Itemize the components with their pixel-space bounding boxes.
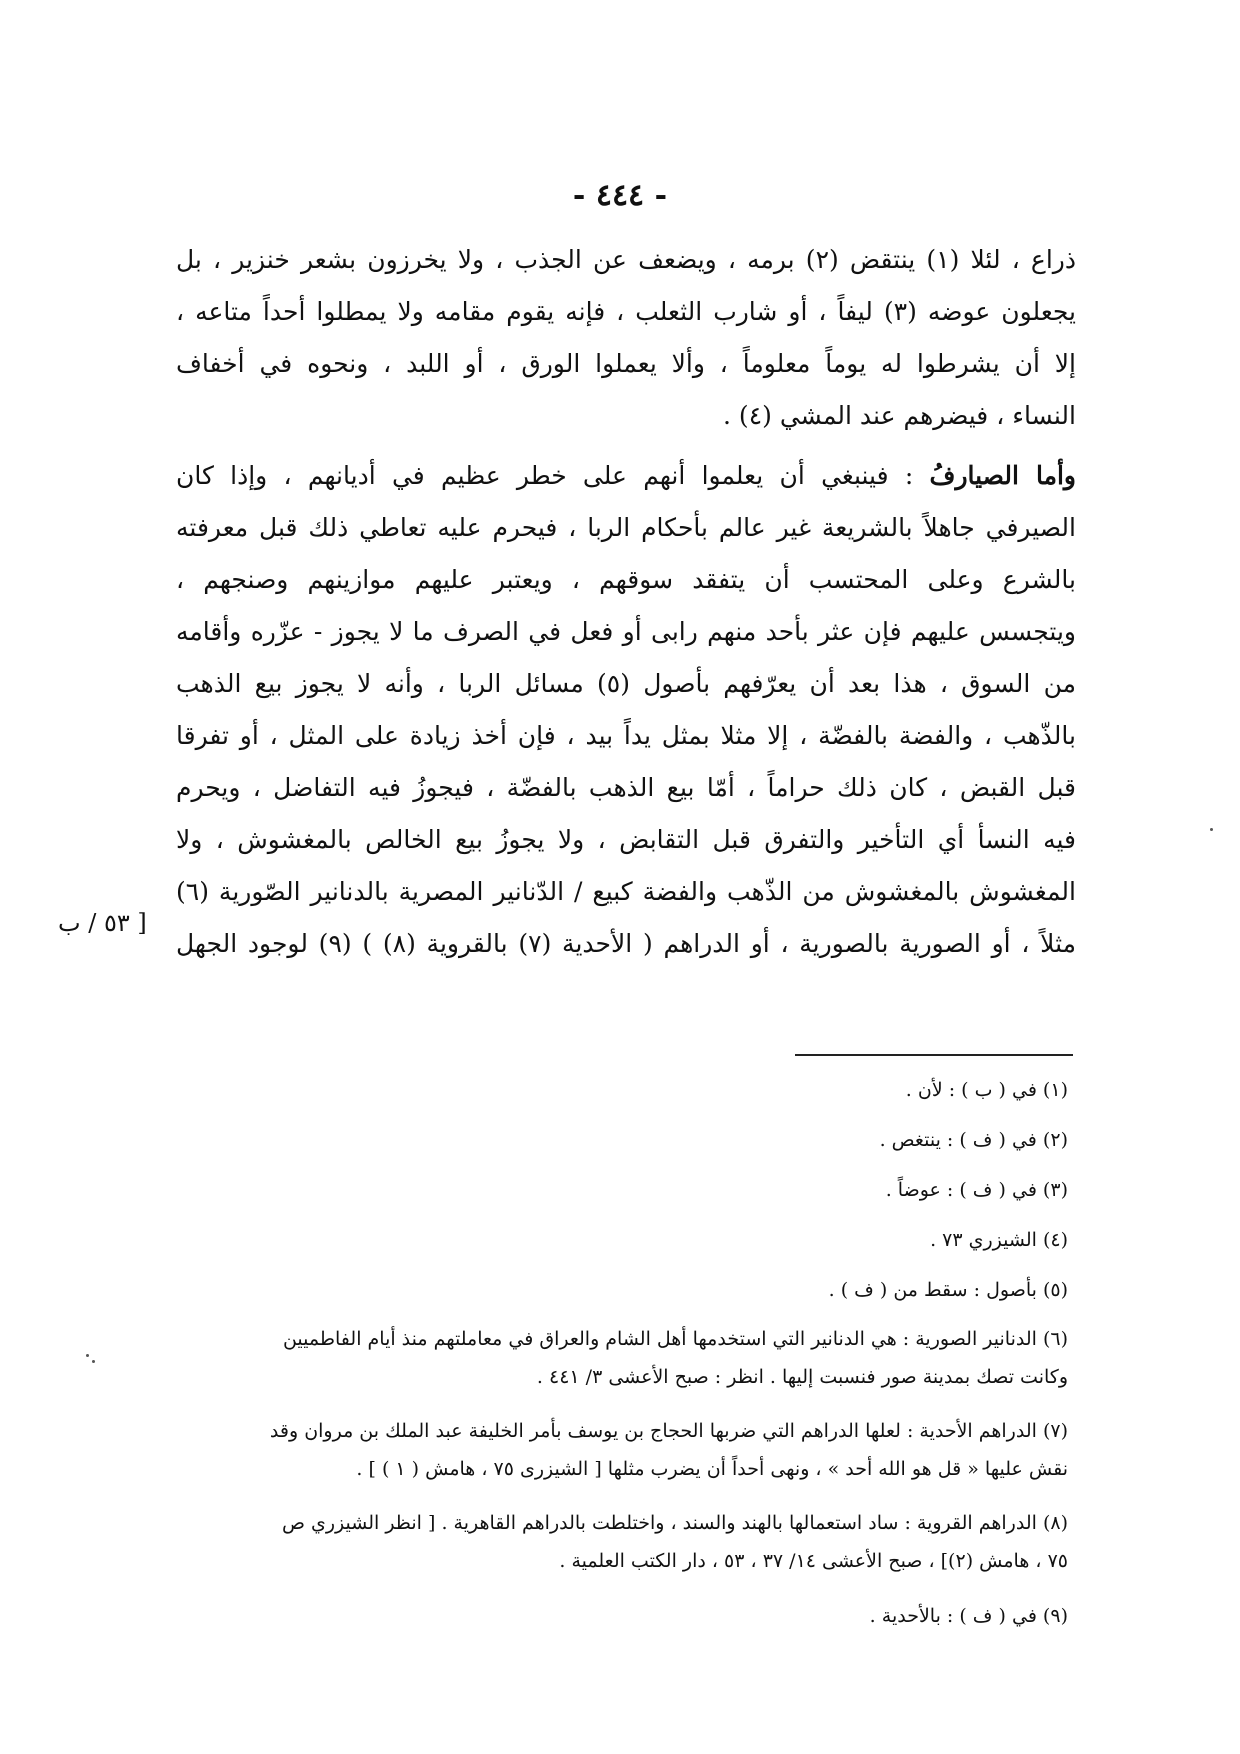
main-text bbox=[176, 234, 1076, 970]
footnote-line: (٣) في ( ف ) : عوضاً . bbox=[885, 1179, 1068, 1201]
text-line: مثلاً ، أو الصورية بالصورية ، أو الدراهم ( الأحدية (٧) بالقروية (٨) ) (٩) لوجود الجهل bbox=[176, 929, 1076, 958]
footnote-line: نقش عليها « قل هو الله أحد » ، ونهى أحداً أن يضرب مثلها [ الشيزرى ٧٥ ، هامش ( ١ ) ] . bbox=[356, 1458, 1068, 1480]
text-line: الصيرفي جاهلاً بالشريعة غير عالم بأحكام الربا ، فيحرم عليه تعاطي ذلك قبل معرفته bbox=[176, 513, 1076, 542]
footnote bbox=[150, 1220, 1068, 1270]
footnote-line: (٥) بأصول : سقط من ( ف ) . bbox=[828, 1279, 1068, 1301]
footnote bbox=[150, 1070, 1068, 1120]
footnotes bbox=[150, 1070, 1068, 1646]
footnote-line: ٧٥ ، هامش (٢)] ، صبح الأعشى ١٤/ ٣٧ ، ٥٣ ، دار الكتب العلمية . bbox=[559, 1550, 1068, 1572]
text-line: بالشرع وعلى المحتسب أن يتفقد سوقهم ، ويعتبر عليهم موازينهم وصنجهم ، bbox=[176, 565, 1076, 594]
footnote bbox=[150, 1120, 1068, 1170]
footnote-line: (٩) في ( ف ) : بالأحدية . bbox=[869, 1605, 1068, 1627]
manuscript-folio-marker: [ ٥٣ / ب bbox=[58, 909, 147, 937]
footnote-line: (٦) الدنانير الصورية : هي الدنانير التي استخدمها أهل الشام والعراق في معاملتهم منذ أيام الفاطميين bbox=[282, 1328, 1068, 1350]
section-heading-sayarif: وأما الصيارفُ bbox=[929, 461, 1076, 490]
text-line: ذراع ، لئلا (١) ينتقض (٢) برمه ، ويضعف عن الجذب ، ولا يخرزون بشعر خنزير ، بل bbox=[176, 245, 1076, 274]
text-line: من السوق ، هذا بعد أن يعرّفهم بأصول (٥) مسائل الربا ، وأنه لا يجوز بيع الذهب bbox=[176, 669, 1076, 698]
text-line: قبل القبض ، كان ذلك حراماً ، أمّا بيع الذهب بالفضّة ، فيجوزُ فيه التفاضل ، ويحرم bbox=[176, 773, 1076, 802]
footnote bbox=[150, 1412, 1068, 1504]
footnote-line: وكانت تصك بمدينة صور فنسبت إليها . انظر : صبح الأعشى ٣/ ٤٤١ . bbox=[536, 1366, 1068, 1388]
footnote bbox=[150, 1270, 1068, 1320]
text-line-rest: : فينبغي أن يعلموا أنهم على خطر عظيم في أديانهم ، وإذا كان bbox=[176, 461, 914, 490]
text-line: المغشوش بالمغشوش من الذّهب والفضة كبيع / الدّنانير المصرية بالدنانير الصّورية (٦) bbox=[176, 877, 1076, 906]
footnote bbox=[150, 1170, 1068, 1220]
text-line: النساء ، فيضرهم عند المشي (٤) . bbox=[723, 401, 1076, 430]
footnote-line: (٤) الشيزري ٧٣ . bbox=[930, 1229, 1068, 1251]
footnote-line: (٧) الدراهم الأحدية : لعلها الدراهم التي ضربها الحجاج بن يوسف بأمر الخليفة عبد الملك بن مروان وقد bbox=[269, 1420, 1068, 1442]
scan-speck bbox=[1210, 828, 1213, 831]
footnote bbox=[150, 1320, 1068, 1412]
footnote-line: (١) في ( ب ) : لأن . bbox=[905, 1079, 1068, 1101]
footnote-line: (٨) الدراهم القروية : ساد استعمالها بالهند والسند ، واختلطت بالدراهم القاهرية . [ انظر الشيزري ص bbox=[281, 1512, 1068, 1534]
text-line: بالذّهب ، والفضة بالفضّة ، إلا مثلا بمثل يداً بيد ، فإن أخذ زيادة على المثل ، أو تفرقا bbox=[176, 721, 1076, 750]
text-line: يجعلون عوضه (٣) ليفاً ، أو شارب الثعلب ، فإنه يقوم مقامه ولا يمطلوا أحداً متاعه ، bbox=[176, 297, 1076, 326]
text-line bbox=[176, 450, 1076, 502]
footnote-line: (٢) في ( ف ) : ينتغص . bbox=[879, 1129, 1068, 1151]
footnote bbox=[150, 1596, 1068, 1646]
text-line: إلا أن يشرطوا له يوماً معلوماً ، وألا يعملوا الورق ، أو اللبد ، ونحوه في أخفاف bbox=[176, 349, 1076, 378]
scan-speck bbox=[92, 1360, 95, 1363]
scan-speck bbox=[86, 1354, 89, 1357]
footnote-separator bbox=[795, 1054, 1073, 1056]
text-line: فيه النسأ أي التأخير والتفرق قبل التقابض ، ولا يجوزُ بيع الخالص بالمغشوش ، ولا bbox=[176, 825, 1076, 854]
footnote bbox=[150, 1504, 1068, 1596]
page-number: - ٤٤٤ - bbox=[572, 178, 668, 213]
text-line: ويتجسس عليهم فإن عثر بأحد منهم رابى أو فعل في الصرف ما لا يجوز - عزّره وأقامه bbox=[176, 617, 1076, 646]
